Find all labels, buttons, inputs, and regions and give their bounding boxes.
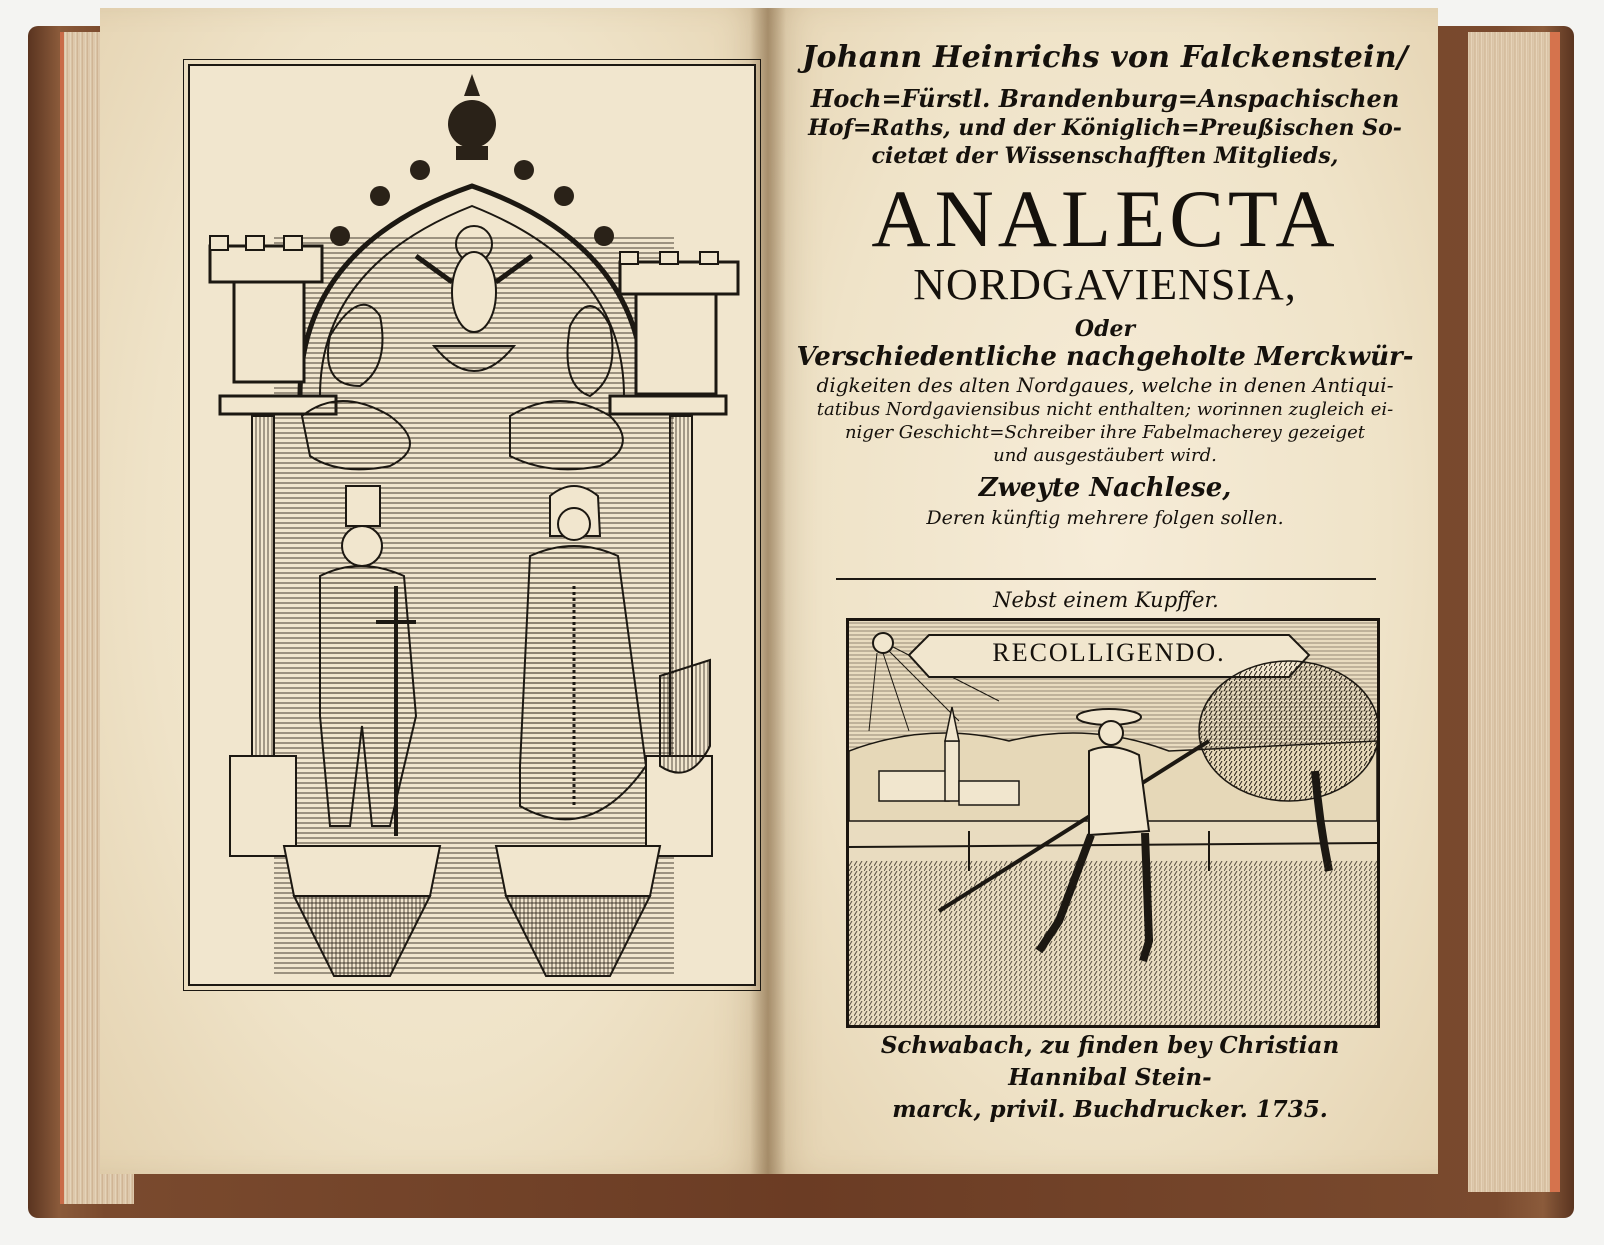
- edition-line: Zweyte Nachlese,: [978, 473, 1232, 503]
- subtitle: NORDGAVIENSIA,: [913, 260, 1297, 309]
- office-line-2: Hof=Raths, und der Königlich=Preußischen So-: [808, 115, 1402, 141]
- imprint-line-2: marck, privil. Buchdrucker. 1735.: [892, 1096, 1328, 1123]
- office-line-3: cietæt der Wissenschafften Mitglieds,: [871, 143, 1339, 169]
- motto-text: RECOLLIGENDO.: [992, 638, 1226, 667]
- frontispiece-illustration: [190, 66, 754, 984]
- title-rule: [836, 578, 1376, 580]
- main-title: ANALECTA: [871, 173, 1339, 264]
- plate-note: Nebst einem Kupffer.: [993, 588, 1219, 612]
- description-line-3: tatibus Nordgaviensibus nicht enthalten; worinnen zugleich ei-: [816, 399, 1394, 420]
- description-line-2: digkeiten des alten Nordgaues, welche in denen Antiqui-: [816, 373, 1394, 397]
- oder-line: Oder: [1074, 316, 1136, 342]
- woodcut-vignette: [846, 618, 1380, 1028]
- tree: [1199, 661, 1377, 871]
- frontispiece-engraving: [188, 64, 756, 986]
- description-line-1: Verschiedentliche nachgeholte Merckwür-: [796, 342, 1414, 372]
- sequel-note: Deren künftig mehrere folgen sollen.: [926, 507, 1284, 529]
- coat-of-arms-shield: [660, 660, 710, 773]
- right-page-edges: [1468, 32, 1560, 1192]
- imprint-line-1: Schwabach, zu finden bey Christian Hannibal Stein-: [880, 1032, 1340, 1091]
- author-line: Johann Heinrichs von Falckenstein/: [802, 40, 1408, 75]
- description-line-4: niger Geschicht=Schreiber ihre Fabelmacherey gezeiget: [844, 422, 1366, 443]
- description-line-5: und ausgestäubert wird.: [993, 445, 1217, 466]
- title-page: [790, 40, 1420, 531]
- crown-finial: [448, 74, 496, 160]
- office-line-1: Hoch=Fürstl. Brandenburg=Anspachischen: [810, 84, 1400, 113]
- imprint: [830, 1030, 1390, 1126]
- harvest-woodcut: [849, 621, 1377, 1025]
